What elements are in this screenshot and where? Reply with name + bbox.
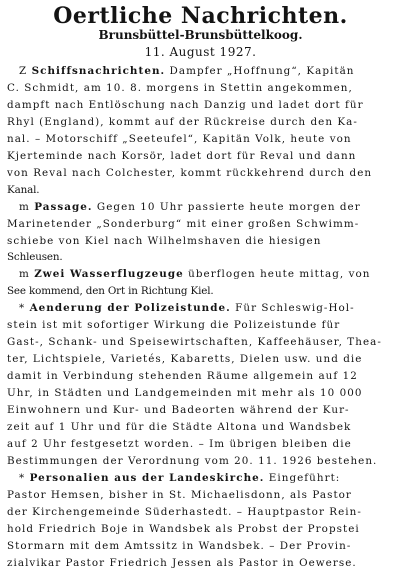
article-text: von Reval nach Colchester, kommt rückkehrend durch den [7, 166, 373, 179]
article-line [7, 351, 394, 368]
article-keyword: Zwei Wasserflugzeuge [34, 268, 184, 281]
article-text: Für Schleswig-Hol- [230, 302, 355, 315]
article-line [7, 385, 394, 402]
article-text: C. Schmidt, am 10. 8. morgens in Stettin angekommen, [7, 81, 353, 94]
article-text: damit in Verbindung stehenden Räume allgemein auf 12 [7, 370, 358, 383]
article-text: Gast-, Schank- und Speisewirtschaften, Kaffeehäuser, Thea- [7, 336, 382, 349]
article-line [7, 165, 394, 182]
article-line [7, 283, 394, 300]
article-line [7, 317, 394, 334]
article-line [7, 80, 394, 97]
article-paragraph [7, 199, 394, 267]
article-line [7, 470, 394, 487]
article-text: m [19, 200, 35, 213]
article-text: nal. – Motorschiff „Seeteufel“, Kapitän Volk, heute von [7, 132, 352, 145]
article-line [7, 436, 394, 453]
article-line [7, 368, 394, 385]
article-text: der Kirchengemeinde Süderhastedt. – Hauptpastor Rein- [7, 505, 362, 518]
article-paragraph [7, 63, 394, 199]
article-text: Einwohnern und Kur- und Badeorten während der Kur- [7, 404, 350, 417]
article-paragraph [7, 266, 394, 300]
article-text: stein ist mit sofortiger Wirkung die Polizeistunde für [7, 319, 341, 332]
article-text: überflogen heute mittag, von [183, 268, 371, 281]
article-line [7, 300, 394, 317]
article-text: Gegen 10 Uhr passierte heute morgen der [92, 200, 361, 213]
article-line [7, 97, 394, 114]
subheadline: Brunsbüttel-Brunsbüttelkoog. [98, 28, 303, 42]
article-keyword: Aenderung der Polizeistunde. [29, 302, 231, 315]
dateline: 11. August 1927. [144, 45, 257, 59]
article-text: zialvikar Pastor Friedrich Jessen als Pastor in Oewerse. [7, 556, 357, 569]
article-line [7, 402, 394, 419]
article-line [7, 233, 394, 250]
headline: Oertliche Nachrichten. [53, 3, 348, 29]
article-text: Dampfer „Hoffnung“, Kapitän [165, 65, 355, 77]
article-line [7, 249, 394, 266]
article-keyword: Personalien aus der Landeskirche. [29, 471, 265, 484]
article-text: m [19, 268, 35, 281]
article-text: * [19, 302, 30, 315]
article-line [7, 487, 394, 504]
article-paragraph [7, 300, 394, 470]
article-line [7, 63, 394, 80]
article-line [7, 538, 394, 555]
article-line [7, 521, 394, 538]
article-text: Bestimmungen der Verordnung vom 20. 11. 1926 bestehen. [7, 454, 378, 467]
article-line [7, 216, 394, 233]
article-line [7, 114, 394, 131]
article-text: Uhr, in Städten und Landgemeinden mit mehr als 10 000 [7, 387, 363, 400]
article-text: Eingeführt: [264, 471, 341, 484]
article-list [7, 63, 394, 572]
article-line [7, 453, 394, 470]
article-text: schiebe von Kiel nach Wilhelmshaven die hiesigen [7, 234, 322, 247]
article-text: Kjerteminde nach Korsör, ladet dort für Reval und dann [7, 149, 357, 162]
article-keyword: Schiffsnachrichten. [31, 65, 166, 77]
article-text: Marinetender „Sonderburg“ mit einer großen Schwimm- [7, 217, 360, 230]
article-text: dampft nach Entlöschung nach Danzig und ladet dort für [7, 98, 364, 111]
article-keyword: Passage. [34, 200, 93, 213]
article-text: Kanal. [7, 183, 40, 196]
article-line [7, 266, 394, 283]
article-line [7, 504, 394, 521]
article-line [7, 148, 394, 165]
article-text: Pastor Hemsen, bisher in St. Michaelisdonn, als Pastor [7, 488, 352, 501]
article-line [7, 555, 394, 572]
article-line [7, 131, 394, 148]
article-text: Schleusen. [7, 251, 63, 264]
article-text: * [19, 471, 30, 484]
article-text: See kommend, den Ort in Richtung Kiel. [7, 285, 214, 298]
article-line [7, 334, 394, 351]
article-text: Stormarn mit dem Amtssitz in Wandsbek. – Der Provin- [7, 539, 352, 552]
article-line [7, 419, 394, 436]
article-text: Rhyl (England), kommt auf der Rückreise durch den Ka- [7, 115, 358, 128]
article-text: ter, Lichtspiele, Varietés, Kabaretts, Dielen usw. und die [7, 353, 363, 366]
article-text: Z [19, 65, 32, 77]
article-text: auf 2 Uhr festgesetzt worden. – Im übrigen bleiben die [7, 437, 352, 450]
article-text: hold Friedrich Boje in Wandsbek als Probst der Propstei [7, 522, 360, 535]
article-text: zeit auf 1 Uhr und für die Städte Altona und Wandsbek [7, 421, 352, 434]
article-line [7, 199, 394, 216]
article-line [7, 182, 394, 199]
